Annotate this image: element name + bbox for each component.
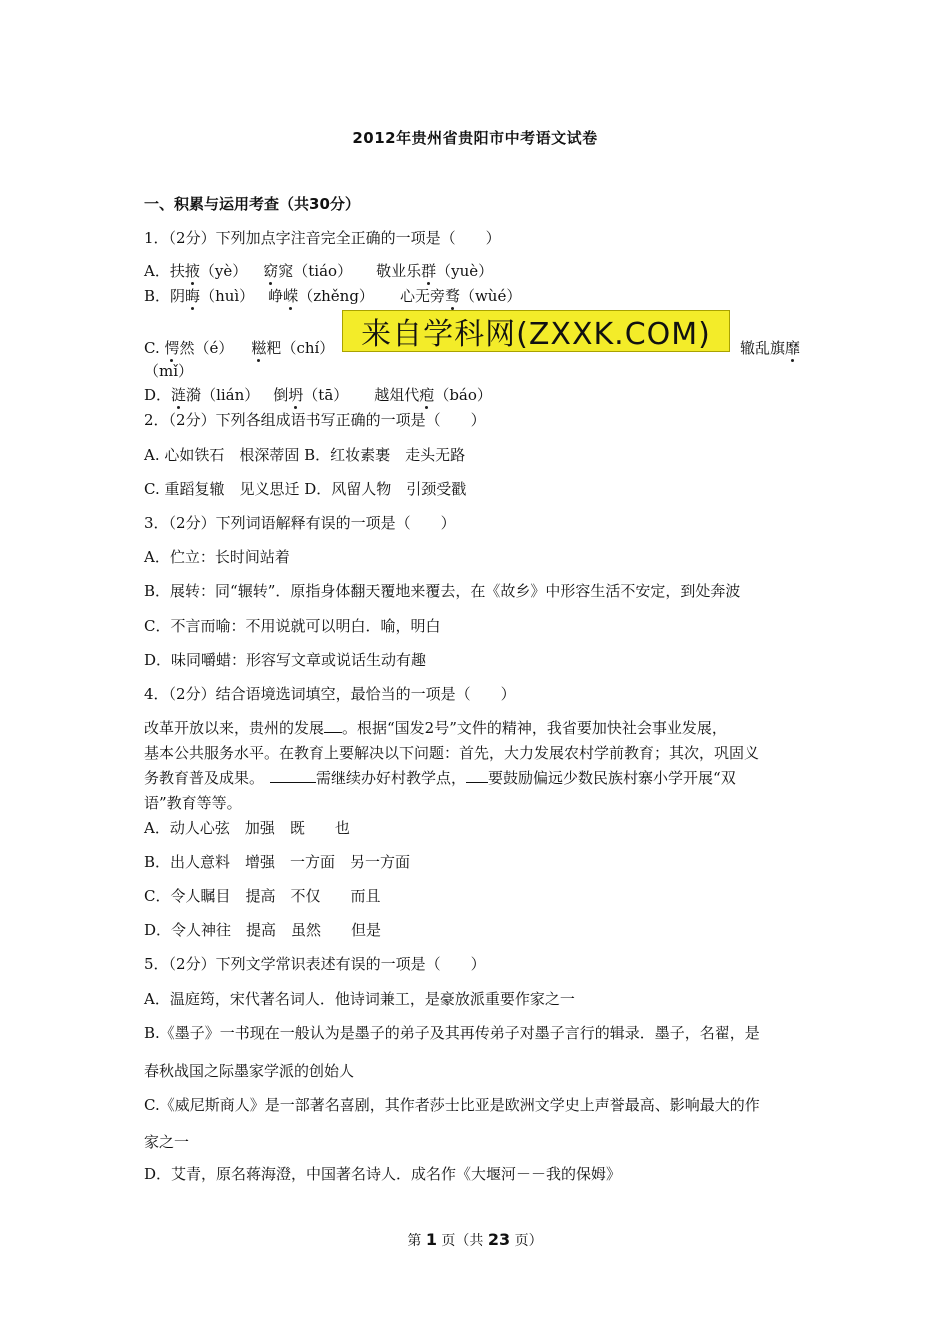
q2-options-ab: A. 心如铁石 根深蒂固 B．红妆素裹 走头无路 (144, 446, 466, 464)
q3-option-d: D．味同嚼蜡：形容写文章或说话生动有趣 (144, 651, 427, 669)
dotted-char: 坍 (288, 386, 304, 404)
q5-stem: 5．（2分）下列文学常识表述有误的一项是（ ） (144, 955, 486, 973)
q5-option-c-line1: C.《威尼斯商人》是一部著名喜剧，其作者莎士比亚是欧洲文学史上声誉最高、影响最大的作 (144, 1096, 760, 1114)
dotted-char: 靡 (785, 339, 801, 357)
q4-passage-line1: 改革开放以来，贵州的发展 。根据“国发2号”文件的精神，我省要加快社会事业发展， (144, 719, 727, 737)
q5-option-a: A．温庭筠，宋代著名词人．他诗词兼工，是豪放派重要作家之一 (144, 990, 575, 1008)
q3-option-b: B．展转：同“辗转”．原指身体翻天覆地来覆去，在《故乡》中形容生活不安定，到处奔波 (144, 582, 741, 600)
q5-option-d: D．艾青，原名蒋海澄，中国著名诗人．成名作《大堰河－－我的保姆》 (144, 1165, 622, 1183)
q4-option-d: D．令人神往 提高 虽然 但是 (144, 921, 382, 939)
q5-option-c-line2: 家之一 (144, 1133, 190, 1151)
dotted-char: 糍 (251, 339, 267, 357)
q4-passage-line2: 基本公共服务水平。在教育上要解决以下问题：首先，大力发展农村学前教育；其次，巩固义 (144, 744, 760, 762)
q1-option-c-tail: 辙乱旗靡 (740, 339, 801, 357)
q3-stem: 3．（2分）下列词语解释有误的一项是（ ） (144, 514, 456, 532)
fill-blank (466, 768, 488, 783)
q5-option-b-line2: 春秋战国之际墨家学派的创始人 (144, 1062, 355, 1080)
section-heading: 一、积累与运用考查（共30分） (144, 195, 360, 213)
dotted-char: 晦 (185, 287, 201, 305)
page-number: 1 (425, 1230, 437, 1249)
fill-blank (324, 718, 342, 733)
q1-stem: 1．（2分）下列加点字注音完全正确的一项是（ ） (144, 229, 501, 247)
q3-option-c: C．不言而喻：不用说就可以明白．喻，明白 (144, 617, 441, 635)
dotted-char: 骛 (444, 287, 460, 305)
q3-option-a: A．伫立：长时间站着 (144, 548, 290, 566)
q1-option-c-wrap: （mǐ） (144, 362, 194, 380)
dotted-char: 掖 (184, 262, 200, 280)
dotted-char: 群 (421, 262, 437, 280)
fill-blank (270, 768, 316, 783)
q4-stem: 4．（2分）结合语境选词填空，最恰当的一项是（ ） (144, 685, 516, 703)
q1-option-a: A．扶掖（yè） 窈窕（tiáo） 敬业乐群（yuè） (144, 262, 494, 280)
q4-passage-line3: 务教育普及成果。 需继续办好村教学点， 要鼓励偏远少数民族村寨小学开展“双 (144, 769, 736, 787)
q4-option-c: C．令人瞩目 提高 不仅 而且 (144, 887, 381, 905)
document-title: 2012年贵州省贵阳市中考语文试卷 (352, 129, 598, 147)
q5-option-b-line1: B.《墨子》一书现在一般认为是墨子的弟子及其再传弟子对墨子言行的辑录．墨子，名翟，是 (144, 1024, 760, 1042)
page-footer: 第 1 页（共 23 页） (407, 1230, 543, 1249)
dotted-char: 疱 (419, 386, 435, 404)
page-total: 23 (487, 1230, 511, 1249)
dotted-char: 涟 (171, 386, 187, 404)
q1-option-c: C. 愕然（é） 糍粑（chí） (144, 339, 335, 357)
q1-option-b: B．阴晦（huì） 峥嵘（zhěng） 心无旁骛（wùé） (144, 287, 522, 305)
q2-options-cd: C. 重蹈复辙 见义思迁 D．风留人物 引颈受戳 (144, 480, 467, 498)
q4-option-a: A．动人心弦 加强 既 也 (144, 819, 350, 837)
q1-option-d: D．涟漪（lián） 倒坍（tā） 越俎代疱（báo） (144, 386, 492, 404)
dotted-char: 嵘 (283, 287, 299, 305)
q4-passage-line4: 语”教育等等。 (144, 794, 242, 812)
q4-option-b: B．出人意料 增强 一方面 另一方面 (144, 853, 411, 871)
watermark-banner: 来自学科网(ZXXK.COM) (342, 310, 730, 352)
q2-stem: 2．（2分）下列各组成语书写正确的一项是（ ） (144, 411, 486, 429)
dotted-char: 窈 (263, 262, 279, 280)
dotted-char: 愕 (164, 339, 180, 357)
